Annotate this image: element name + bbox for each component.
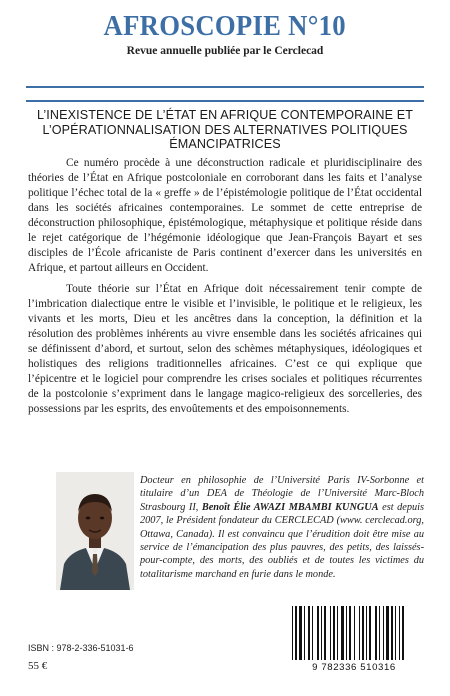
barcode xyxy=(286,604,422,684)
magazine-title: AFROSCOPIE N°10 xyxy=(103,10,347,42)
issue-headline xyxy=(22,108,428,152)
price-label: 55 € xyxy=(28,660,48,672)
author-name: Benoît Élie AWAZI MBAMBI KUNGUA xyxy=(201,501,379,513)
author-portrait-icon xyxy=(56,472,134,590)
barcode-digits: 9 782336 510316 xyxy=(312,662,396,673)
masthead xyxy=(0,10,450,57)
second-divider xyxy=(26,100,424,102)
paragraph-1: Ce numéro procède à une déconstruction radicale et pluridisciplinaire des théories de l’État en Afrique postcoloniale en corroborant dans les faits et l’analyse politique l’échec total de la « greffe » de l’épistémologie politique de l’État occidental dans les sociétés africaines contemporaines. Le sommet de cette entreprise de déconstruction philosophique, épistémologique, métaphysique et politique réside dans le rejet catégorique de l’hégémonie idéologique que Jean-François Bayart et ses disciples de l’École africaniste de Paris continent d’exercer dans les universités en Afrique, et partout ailleurs en Occident. xyxy=(28,157,422,274)
author-bio xyxy=(140,474,424,581)
magazine-subtitle: Revue annuelle publiée par le Cerclecad xyxy=(126,45,324,57)
back-cover-text xyxy=(28,156,422,423)
barcode-bars-icon xyxy=(286,604,422,662)
headline-line-1: L’INEXISTENCE DE L’ÉTAT EN AFRIQUE CONTEMPORAINE ET xyxy=(37,108,413,122)
headline-line-3: ÉMANCIPATRICES xyxy=(169,137,281,151)
paragraph-2: Toute théorie sur l’État en Afrique doit nécessairement tenir compte de l’imbrication dialectique entre le visible et l’invisible, le politique et le religieux, les vivants et les morts, Dieu et les ancêtres dans la conception, la définition et la résolution des problèmes inhérents au vivre ensemble dans les sociétés africaines qui se définissent d’abord, et surtout, selon des schèmes métaphysiques, idéologiques et holistiques des religions traditionnelles africaines. C’est ce qui explique que l’épicentre et le logiciel pour comprendre les crises sociales et politiques récurrentes de la postcolonie s’expriment dans le langage magico-religieux des sorcelleries, des possessions par les esprits, des envoûtements et des empoisonnements. xyxy=(28,283,422,415)
headline-line-2: L’OPÉRATIONNALISATION DES ALTERNATIVES POLITIQUES xyxy=(42,122,408,137)
top-divider xyxy=(26,86,424,88)
isbn-label: ISBN : 978-2-336-51031-6 xyxy=(28,643,134,653)
author-bio-end: est depuis 2007, le Président fondateur du CERCLECAD (www. cerclecad.org, Ottawa, Canada). Il est convaincu que l’érudition doit être mise au service de l’émancipation des plus pauvres, des petits, des laissés-pour-compte, des morts, des oubliés et de toutes les victimes du totalitarisme marchand en furie dans le monde. xyxy=(140,501,424,580)
author-bio-start: Docteur en philosophie de l’Université Paris IV-Sorbonne et titulaire d’un DEA de Théologie de l’Université Marc-Bloch Strasbourg II, xyxy=(140,475,424,513)
author-photo xyxy=(56,472,134,590)
